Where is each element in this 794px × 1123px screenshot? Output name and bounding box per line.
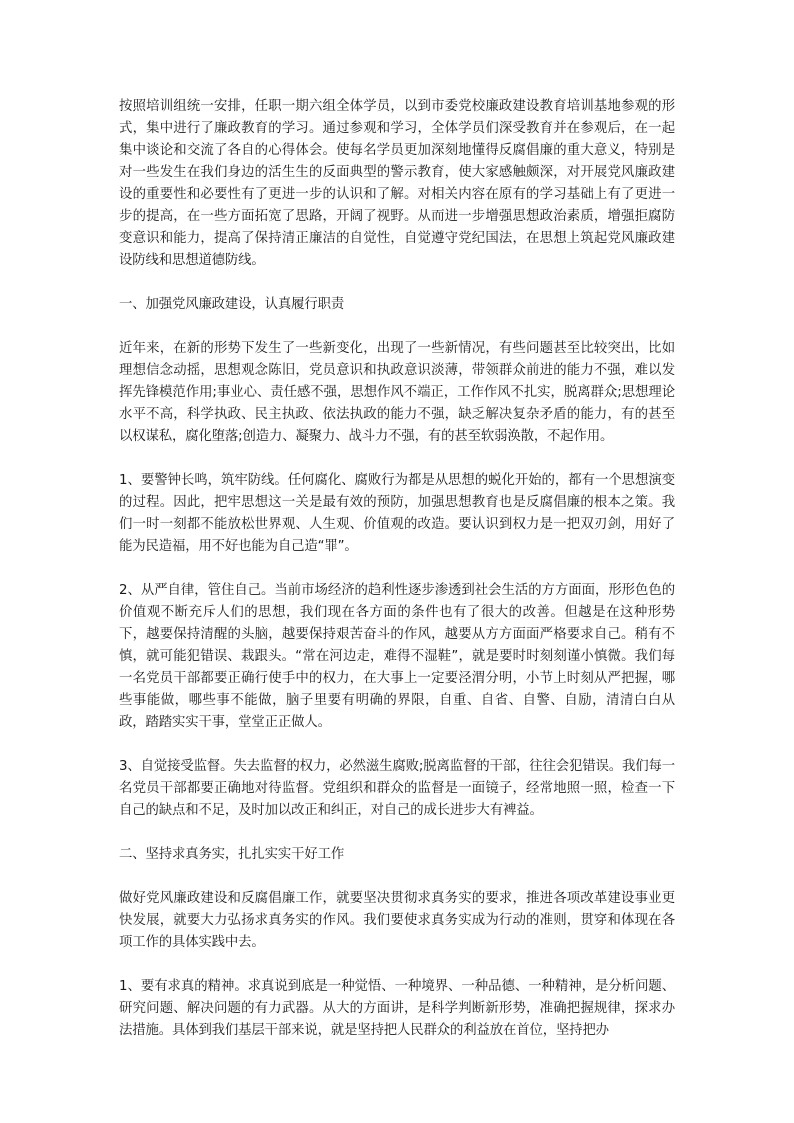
intro-paragraph: 按照培训组统一安排，任职一期六组全体学员，以到市委党校廉政建设教育培训基地参观的形式，集中进行了廉政教育的学习。通过参观和学习，全体学员们深受教育并在参观后，在一起集中谈论和交流了各自的心得体会。使每名学员更加深刻地懂得反腐倡廉的重大意义，特别是对一些发生在我们身边的活生生的反面典型的警示教育，使大家感触颇深，对开展党风廉政建设的重要性和必要性有了更进一步的认识和了解。对相关内容在原有的学习基础上有了更进一步的提高，在一些方面拓宽了思路，开阔了视野。从而进一步增强思想政治素质，增强拒腐防变意识和能力，提高了保持清正廉洁的自觉性，自觉遵守党纪国法，在思想上筑起党风廉政建设防线和思想道德防线。 — [119, 99, 675, 268]
document-page — [119, 96, 675, 1042]
section-1-intro-paragraph: 近年来，在新的形势下发生了一些新变化，出现了一些新情况，有些问题甚至比较突出，比如理想信念动摇，思想观念陈旧，党员意识和执政意识淡薄，带领群众前进的能力不强，难以发挥先锋模范作用;事业心、责任感不强，思想作风不端正，工作作风不扎实，脱离群众;思想理论水平不高，科学执政、民主执政、依法执政的能力不强，缺乏解决复杂矛盾的能力，有的甚至以权谋私，腐化堕落;创造力、凝聚力、战斗力不强，有的甚至软弱涣散，不起作用。 — [119, 341, 675, 444]
section-1-point-3: 3、自觉接受监督。失去监督的权力，必然滋生腐败;脱离监督的干部，往往会犯错误。我们每一名党员干部都要正确地对待监督。党组织和群众的监督是一面镜子，经常地照一照，检查一下自己的缺点和不足，及时加以改正和纠正，对自己的成长进步大有裨益。 — [119, 759, 675, 818]
section-heading-1: 一、加强党风廉政建设，认真履行职责 — [119, 297, 345, 312]
section-2-point-1: 1、要有求真的精神。求真说到底是一种觉悟、一种境界、一种品德、一种精神，是分析问题、研究问题、解决问题的有力武器。从大的方面讲，是科学判断新形势，准确把握规律，探求办法措施。具体到我们基层干部来说，就是坚持把人民群众的利益放在首位，坚持把办 — [119, 979, 675, 1038]
section-2-intro-paragraph: 做好党风廉政建设和反腐倡廉工作，就要坚决贯彻求真务实的要求，推进各项改革建设事业更快发展，就要大力弘扬求真务实的作风。我们要使求真务实成为行动的准则，贯穿和体现在各项工作的具体实践中去。 — [119, 891, 675, 950]
section-1-point-1: 1、要警钟长鸣，筑牢防线。任何腐化、腐败行为都是从思想的蜕化开始的，都有一个思想演变的过程。因此，把牢思想这一关是最有效的预防，加强思想教育也是反腐倡廉的根本之策。我们一时一刻都不能放松世界观、人生观、价值观的改造。要认识到权力是一把双刃剑，用好了能为民造福，用不好也能为自己造“罪”。 — [119, 473, 675, 554]
section-heading-2: 二、坚持求真务实，扎扎实实干好工作 — [119, 847, 345, 862]
section-1-point-2: 2、从严自律，管住自己。当前市场经济的趋利性逐步渗透到社会生活的方方面面，形形色色的价值观不断充斥人们的思想，我们现在各方面的条件也有了很大的改善。但越是在这种形势下，越要保持清醒的头脑，越要保持艰苦奋斗的作风，越要从方方面面严格要求自己。稍有不慎，就可能犯错误、栽跟头。“常在河边走，难得不湿鞋”，就是要时时刻刻谨小慎微。我们每一名党员干部都要正确行使手中的权力，在大事上一定要泾渭分明，小节上时刻从严把握，哪些事能做，哪些事不能做，脑子里要有明确的界限，自重、自省、自警、自励，清清白白从政，踏踏实实干事，堂堂正正做人。 — [119, 583, 675, 730]
